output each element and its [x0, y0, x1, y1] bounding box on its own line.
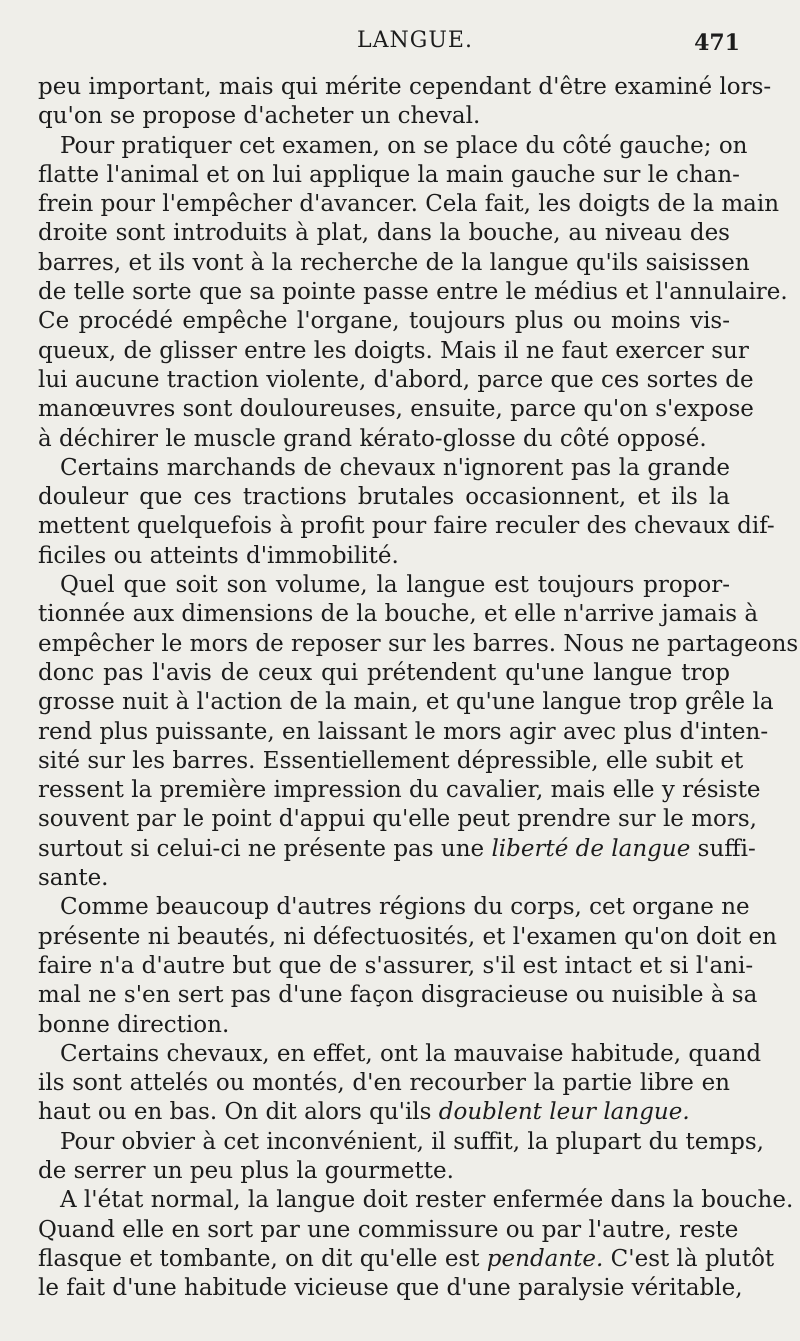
text-line: rend plus puissante, en laissant le mors agir avec plus d'inten-: [38, 718, 769, 745]
text-line: mal ne s'en sert pas d'une façon disgracieuse ou nuisible à sa: [38, 982, 758, 1009]
text-line: grosse nuit à l'action de la main, et qu'une langue trop grêle la: [38, 689, 774, 716]
text-line: flatte l'animal et on lui applique la main gauche sur le chan-: [38, 161, 740, 188]
text-line: ficiles ou atteints d'immobilité.: [38, 542, 399, 569]
text-line: lui aucune traction violente, d'abord, parce que ces sortes de: [38, 366, 754, 393]
text-line: droite sont introduits à plat, dans la bouche, au niveau des: [38, 220, 730, 247]
line-text: haut ou en bas. On dit alors qu'ils: [38, 1099, 432, 1126]
text-line: le fait d'une habitude vicieuse que d'une paralysie véritable,: [38, 1275, 743, 1302]
text-line: manœuvres sont douloureuses, ensuite, parce qu'on s'expose: [38, 396, 754, 423]
text-line: de serrer un peu plus la gourmette.: [38, 1157, 454, 1184]
text-line: mettent quelquefois à profit pour faire reculer des chevaux dif-: [38, 513, 775, 540]
paragraph-start-line: Certains chevaux, en effet, ont la mauvaise habitude, quand: [60, 1040, 762, 1067]
body-text: [38, 73, 799, 1303]
line-text: flasque et tombante, on dit qu'elle est: [38, 1245, 480, 1272]
text-line: ils sont attelés ou montés, d'en recourber la partie libre en: [38, 1070, 730, 1097]
page-header: [40, 28, 740, 62]
text-line: tionnée aux dimensions de la bouche, et elle n'arrive jamais à: [38, 601, 759, 628]
text-line: sité sur les barres. Essentiellement dépressible, elle subit et: [38, 747, 744, 774]
paragraph-start-line: A l'état normal, la langue doit rester enfermée dans la bouche.: [60, 1187, 794, 1214]
text-line: douleur que ces tractions brutales occasionnent, et ils la: [38, 484, 730, 511]
text-line: bonne direction.: [38, 1011, 230, 1038]
line-text: suffi-: [697, 835, 756, 862]
text-line: souvent par le point d'appui qu'elle peut prendre sur le mors,: [38, 806, 757, 833]
italic-term: doublent leur langue.: [438, 1099, 690, 1126]
text-line-with-italic: [38, 1098, 730, 1127]
text-line-with-italic: [38, 1245, 775, 1274]
text-line: empêcher le mors de reposer sur les barres. Nous ne partageons: [38, 630, 799, 657]
text-line: de telle sorte que sa pointe passe entre le médius et l'annulaire.: [38, 279, 788, 306]
running-title: LANGUE.: [357, 28, 473, 53]
paragraph-start-line: Certains marchands de chevaux n'ignorent pas la grande: [60, 454, 730, 481]
text-line: faire n'a d'autre but que de s'assurer, s'il est intact et si l'ani-: [38, 952, 754, 979]
paragraph-start-line: Quel que soit son volume, la langue est toujours propor-: [60, 572, 730, 599]
text-line: présente ni beautés, ni défectuosités, et l'examen qu'on doit en: [38, 923, 777, 950]
text-line: barres, et ils vont à la recherche de la langue qu'ils saisissen: [38, 249, 750, 276]
line-text: C'est là plutôt: [610, 1245, 775, 1272]
italic-term: pendante.: [486, 1245, 604, 1272]
text-line: ressent la première impression du cavalier, mais elle y résiste: [38, 777, 761, 804]
text-line: qu'on se propose d'acheter un cheval.: [38, 103, 481, 130]
page-number: 471: [694, 30, 740, 56]
line-text: surtout si celui-ci ne présente pas une: [38, 835, 485, 862]
paragraph-start-line: Comme beaucoup d'autres régions du corps, cet organe ne: [60, 894, 750, 921]
italic-term: liberté de langue: [491, 835, 691, 862]
text-line: à déchirer le muscle grand kérato-glosse du côté opposé.: [38, 425, 707, 452]
text-line: sante.: [38, 865, 109, 892]
text-line-with-italic: [38, 835, 756, 864]
text-line: Quand elle en sort par une commissure ou par l'autre, reste: [38, 1216, 739, 1243]
text-line: donc pas l'avis de ceux qui prétendent qu'une langue trop: [38, 659, 730, 686]
text-line: frein pour l'empêcher d'avancer. Cela fait, les doigts de la main: [38, 191, 780, 218]
text-line: peu important, mais qui mérite cependant d'être examiné lors-: [38, 74, 772, 100]
paragraph-start-line: Pour obvier à cet inconvénient, il suffit, la plupart du temps,: [60, 1128, 764, 1155]
paragraph-start-line: Pour pratiquer cet examen, on se place du côté gauche; on: [60, 132, 748, 159]
text-line: Ce procédé empêche l'organe, toujours plus ou moins vis-: [38, 308, 730, 335]
text-line: queux, de glisser entre les doigts. Mais il ne faut exercer sur: [38, 337, 749, 364]
